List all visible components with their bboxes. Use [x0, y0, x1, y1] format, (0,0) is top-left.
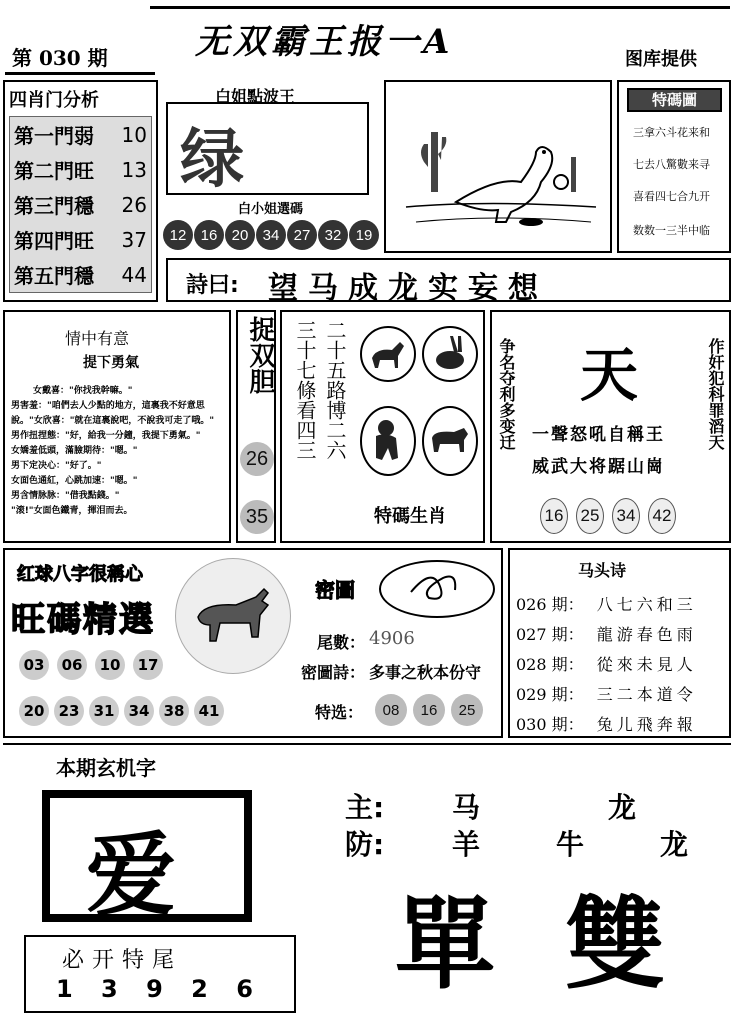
- monkey-icon: [362, 408, 414, 474]
- door-row: [10, 117, 151, 152]
- horse-poem-text: 三二本道令: [596, 685, 697, 704]
- bull-icon: [176, 559, 292, 675]
- page-title: 无双霸王报一A: [195, 22, 454, 62]
- sky-big-char: 天: [580, 341, 639, 409]
- wave-color-box: [166, 102, 369, 195]
- special-code-line: 数数一三半中临: [633, 224, 710, 237]
- horse-poem-row: [516, 652, 697, 675]
- provider-label: 图库提供: [625, 49, 697, 70]
- zodiac-main-label: 主:: [345, 791, 385, 824]
- clue-col-2: 二十五路博二六: [323, 320, 347, 460]
- door-label: 第三門穩: [14, 194, 94, 218]
- sky-line-1: 一聲怒吼自稱王: [532, 425, 665, 445]
- secret-special-ball: 16: [413, 694, 445, 726]
- mystery-char-box: [42, 790, 252, 928]
- horse-poem-issue: 029 期：: [516, 685, 584, 704]
- wave-ball: 12: [163, 220, 193, 250]
- story-line: 男作扭捏態："好，給我一分鐘，我提下勇氣。": [11, 431, 201, 441]
- wave-ball: 27: [287, 220, 317, 250]
- door-row: [10, 222, 151, 257]
- story-line: 男害羞："咱們去人少點的地方，這裏我不好意思說。"女欣喜："就在這裏說吧，不說我可走了哦。": [11, 401, 215, 426]
- red-ball-number: 20: [19, 696, 49, 726]
- issue-number: 第 030 期: [12, 46, 108, 70]
- secret-tail-value: 4906: [369, 628, 415, 649]
- red-ball-number: 31: [89, 696, 119, 726]
- tail-title: 必开特尾: [62, 948, 183, 973]
- dinosaur-picture-frame: [384, 80, 612, 253]
- door-value: 37: [121, 227, 147, 252]
- horse-poem-row: [516, 712, 697, 735]
- horse-poem-issue: 028 期：: [516, 655, 584, 674]
- odd-char: 單: [395, 886, 495, 1003]
- story-line: 女面色通紅，心跳加速："嗯。": [11, 476, 138, 486]
- red-ball-number: 06: [57, 650, 87, 680]
- rabbit-icon: [424, 328, 476, 380]
- horse-poem-panel: [508, 548, 731, 738]
- horse-poem-issue: 030 期：: [516, 715, 584, 734]
- tail-box: [24, 935, 296, 1013]
- red-ball-number: 03: [19, 650, 49, 680]
- animal-circle-ox: [422, 406, 478, 476]
- wave-ball: 32: [318, 220, 348, 250]
- signature-icon: [381, 562, 493, 616]
- horse-icon: [362, 328, 414, 380]
- story-line: "滚!"女面色鐵青，揮泪而去。: [11, 506, 133, 516]
- door-row: [10, 152, 151, 187]
- header-top-line: [150, 6, 730, 9]
- secret-poem-label: 密圖詩：: [301, 663, 366, 682]
- red-ball-number: 10: [95, 650, 125, 680]
- special-code-line: 七去八驚數来寻: [633, 158, 710, 171]
- special-code-panel: [617, 80, 731, 253]
- red-ball-title: 旺碼精選: [11, 600, 155, 640]
- red-ball-number: 34: [124, 696, 154, 726]
- animal-circle-monkey: [360, 406, 416, 476]
- red-ball-row-2: [19, 696, 224, 726]
- door-label: 第一門弱: [14, 124, 94, 148]
- even-char: 雙: [565, 886, 665, 1003]
- clue-poem-label: 特碼生肖: [374, 506, 446, 527]
- wave-subtitle: 白小姐選碼: [238, 202, 304, 217]
- red-ball-number: 17: [133, 650, 163, 680]
- door-value: 10: [121, 122, 147, 147]
- door-label: 第五門穩: [14, 264, 94, 288]
- horse-poem-row: [516, 682, 697, 705]
- horse-poem-title: 马头诗: [578, 561, 627, 580]
- animal-circle-rabbit: [422, 326, 478, 382]
- secret-special-ball: 25: [451, 694, 483, 726]
- door-analysis-panel: [3, 80, 158, 302]
- wave-color-word: 绿: [180, 123, 244, 197]
- zodiac-guard-label: 防:: [345, 828, 385, 861]
- zodiac-guard-values: 羊 牛 龙: [452, 828, 713, 861]
- sky-right-vertical: 作奸犯科罪滔天: [706, 338, 725, 450]
- story-line: 女戴喜："你找我幹嘛。": [33, 386, 133, 396]
- story-title: 情中有意: [65, 329, 130, 348]
- door-value: 13: [121, 157, 147, 182]
- sky-ball: 42: [648, 498, 676, 534]
- horse-poem-issue: 027 期：: [516, 625, 584, 644]
- door-analysis-table: [9, 116, 152, 293]
- wave-ball: 20: [225, 220, 255, 250]
- horse-poem-row: [516, 592, 697, 615]
- story-panel: [3, 310, 231, 543]
- double-gall-panel: [236, 310, 276, 543]
- door-value: 44: [121, 262, 147, 287]
- bull-circle: [175, 558, 291, 674]
- dinosaur-illustration: [386, 82, 610, 251]
- double-gall-ball: 35: [240, 500, 274, 534]
- special-code-line: 三拿六斗花来和: [633, 126, 710, 139]
- secret-poem-text: 多事之秋本份守: [369, 663, 482, 682]
- story-line: 女嬌羞低頭，滿臉期待："嗯。": [11, 446, 138, 456]
- poem-banner: [166, 258, 731, 306]
- special-code-line: 喜看四七合九开: [633, 190, 710, 203]
- story-body: [11, 384, 225, 519]
- tail-digits: 1 3 9 2 6: [56, 975, 263, 1003]
- poem-banner-text: 望马成龙实妄想: [268, 271, 548, 306]
- horse-poem-issue: 026 期：: [516, 595, 584, 614]
- story-line: 男下定决心："好了。": [11, 461, 102, 471]
- clue-poem-panel: [280, 310, 485, 543]
- horse-poem-text: 兔儿飛奔報: [596, 715, 697, 734]
- mystery-char: 爱: [86, 823, 176, 928]
- red-ball-number: 23: [54, 696, 84, 726]
- door-label: 第二門旺: [14, 159, 94, 183]
- mystery-title: 本期玄机字: [56, 756, 156, 780]
- double-gall-ball: 26: [240, 442, 274, 476]
- red-ball-slogan: 红球八字很稱心: [17, 564, 143, 585]
- zodiac-main-values: 马 龙: [452, 791, 661, 824]
- door-row: [10, 257, 151, 292]
- wave-ball: 16: [194, 220, 224, 250]
- sky-ball: 25: [576, 498, 604, 534]
- wave-title: 白姐點波王: [215, 87, 296, 106]
- sky-panel: [490, 310, 731, 543]
- door-row: [10, 187, 151, 222]
- door-analysis-title: 四肖门分析: [9, 90, 99, 111]
- secret-special-label: 特选：: [315, 703, 364, 722]
- secret-tail-label: 尾數：: [317, 633, 366, 652]
- sky-ball: 34: [612, 498, 640, 534]
- horse-poem-text: 八七六和三: [596, 595, 697, 614]
- red-ball-panel: [3, 548, 503, 738]
- poem-banner-label: 詩曰:: [186, 273, 239, 298]
- story-subtitle: 提下勇氣: [83, 355, 139, 371]
- header-underline: [5, 72, 155, 75]
- ox-icon: [424, 408, 476, 474]
- wave-ball: 34: [256, 220, 286, 250]
- secret-signature-oval: [379, 560, 495, 618]
- door-value: 26: [121, 192, 147, 217]
- bottom-divider: [3, 743, 731, 745]
- special-code-title: 特碼圖: [627, 88, 722, 112]
- door-label: 第四門旺: [14, 229, 94, 253]
- horse-poem-text: 龍游春色雨: [596, 625, 697, 644]
- horse-poem-row: [516, 622, 697, 645]
- sky-line-2: 威武大将踞山崗: [532, 457, 665, 477]
- sky-left-vertical: 争名夺利多变迁: [497, 338, 516, 450]
- red-ball-row-1: [19, 650, 163, 680]
- red-ball-number: 41: [194, 696, 224, 726]
- story-line: 男含情脉脉："借我點錢。": [11, 491, 120, 501]
- sky-ball: 16: [540, 498, 568, 534]
- wave-ball: 19: [349, 220, 379, 250]
- double-gall-title: 捉双胆: [245, 316, 275, 394]
- clue-col-1: 三十七條看四三: [293, 320, 317, 460]
- horse-poem-text: 從來未見人: [596, 655, 697, 674]
- red-ball-number: 38: [159, 696, 189, 726]
- secret-special-ball: 08: [375, 694, 407, 726]
- animal-circle-horse: [360, 326, 416, 382]
- secret-title: 密圖: [315, 578, 355, 602]
